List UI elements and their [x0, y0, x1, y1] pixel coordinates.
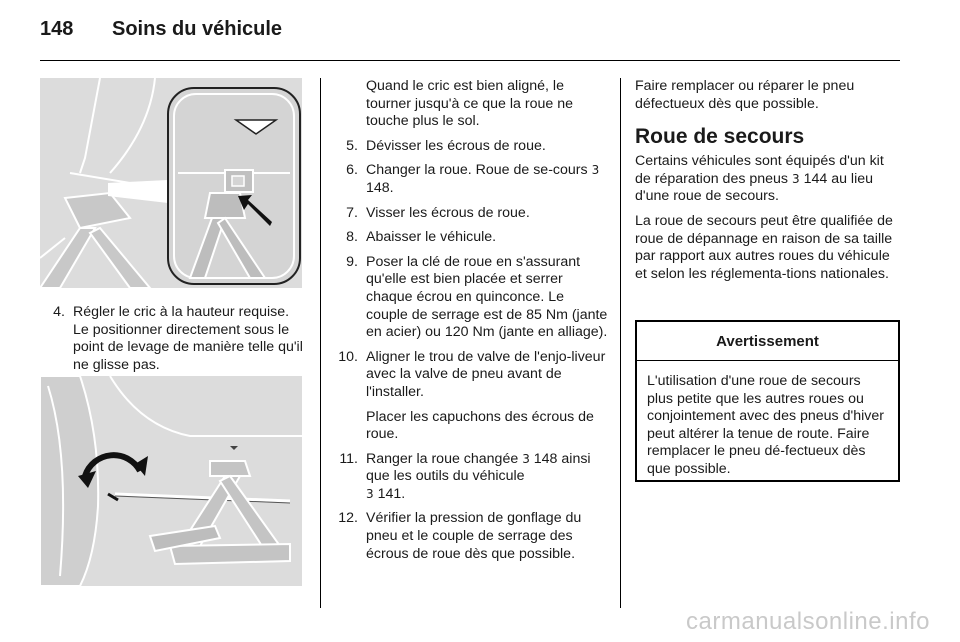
- warning-title: Avertissement: [637, 322, 898, 361]
- step-number: 4.: [53, 304, 65, 320]
- step-number: 6.: [346, 162, 358, 179]
- step-8: [333, 229, 608, 247]
- column-divider-2: [620, 78, 621, 608]
- step-6: 6. Changer la roue. Roue de se-cours 3 148.: [333, 162, 608, 197]
- page-ref[interactable]: 144: [803, 170, 828, 187]
- step-text: Dévisser les écrous de roue.: [366, 137, 546, 154]
- step-number: 10.: [338, 348, 358, 365]
- header-rule: [40, 60, 900, 61]
- step-text: Visser les écrous de roue.: [366, 204, 530, 221]
- step-text: Ranger la roue changée: [366, 450, 519, 467]
- page-ref-arrow-icon: 3: [522, 451, 530, 466]
- step-7: [333, 205, 608, 223]
- step-number: 12.: [338, 510, 358, 527]
- wheel-wrench-illustration: [40, 376, 302, 586]
- step-4: [40, 304, 305, 374]
- step-number: 11.: [339, 450, 358, 467]
- page-ref[interactable]: 148: [366, 179, 390, 196]
- section-title: Soins du véhicule: [112, 18, 283, 40]
- page-number: 148: [40, 18, 74, 40]
- page-ref[interactable]: 148: [533, 450, 558, 467]
- step-text: Abaisser le véhicule.: [366, 229, 497, 246]
- step-number: 5.: [346, 137, 358, 154]
- spare-paragraph-1: Certains véhicules sont équipés d'un kit de réparation des pneus 3 144 au lieu d'une roue de secours.: [635, 153, 884, 205]
- column-divider-1: [320, 78, 321, 608]
- jack-position-illustration: [40, 78, 302, 288]
- step-number: 9.: [346, 253, 358, 270]
- step-text: Poser la clé de roue en s'assurant qu'elle est bien placée et serrer chaque écrou en quinconce. Le couple de serrage est de 85 Nm (jante en acier) ou 120 Nm (jante en alliage).: [366, 253, 608, 341]
- step-10: [333, 349, 608, 444]
- step-number: 7.: [346, 204, 358, 221]
- column-2-text: [333, 78, 608, 570]
- step-5: [333, 138, 608, 156]
- spare-paragraph-2: La roue de secours peut être qualifiée de roue de dépannage en raison de sa taille par rapport aux autres roues du véhicule et selon les réglementa-tions nationales.: [635, 212, 893, 282]
- step-number: 8.: [346, 229, 358, 246]
- column-3-text: [635, 78, 903, 290]
- page-header: [40, 18, 282, 41]
- step-text: Vérifier la pression de gonflage du pneu et le couple de serrage des écrous de roue dès que possible.: [366, 510, 582, 562]
- step-text-extra: Placer les capuchons des écrous de roue.: [366, 408, 594, 443]
- warning-box: [635, 320, 900, 482]
- step-9: [333, 254, 608, 342]
- section-heading: Roue de secours: [635, 125, 805, 149]
- watermark: carmanualsonline.info: [686, 608, 930, 635]
- intro-paragraph: Faire remplacer ou réparer le pneu défectueux dès que possible.: [635, 78, 855, 112]
- step-4-continuation: Quand le cric est bien aligné, le tourner jusqu'à ce que la roue ne touche plus le sol.: [366, 78, 573, 130]
- warning-text: L'utilisation d'une roue de secours plus petite que les autres roues ou conjointement avec des pneus d'hiver peut altérer la tenue de route. Faire remplacer le pneu dé-fectueux dès que possible.: [647, 373, 884, 477]
- step-11: 11. Ranger la roue changée 3 148 ainsi que les outils du véhicule 3 141.: [333, 451, 608, 504]
- step-text: Aligner le trou de valve de l'enjo-liveur avec la valve de pneu avant de l'installer.: [366, 348, 606, 400]
- page-ref-arrow-icon: 3: [366, 486, 374, 501]
- page-ref-arrow-icon: 3: [791, 171, 800, 186]
- column-1-text: [40, 304, 305, 381]
- page-ref-arrow-icon: 3: [591, 163, 600, 178]
- page-ref[interactable]: 141: [377, 485, 402, 502]
- step-text: Régler le cric à la hauteur requise. Le positionner directement sous le point de levage de manière telle qu'il ne glisse pas.: [73, 304, 303, 373]
- step-12: [333, 510, 608, 563]
- step-text: Changer la roue. Roue de se-cours: [366, 162, 588, 179]
